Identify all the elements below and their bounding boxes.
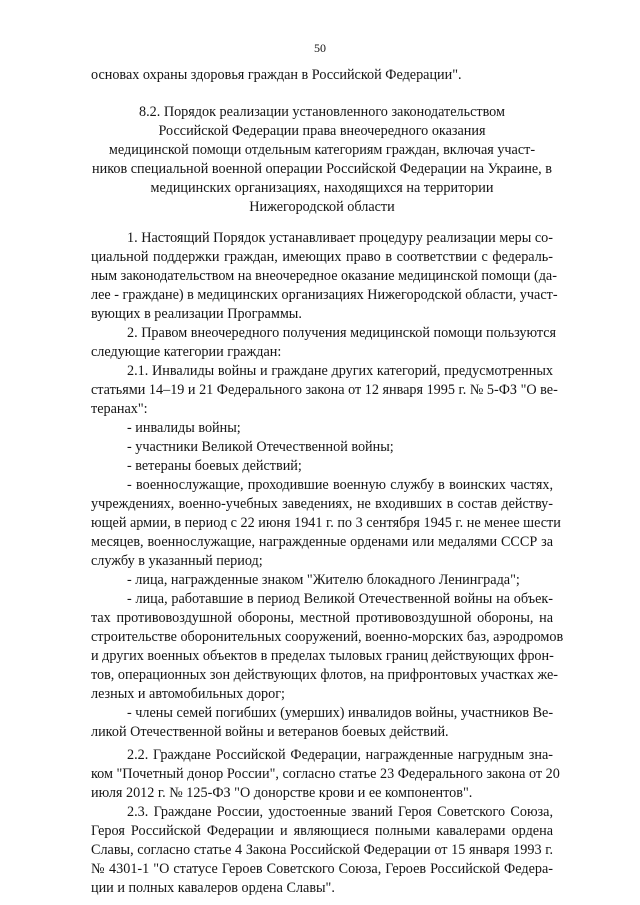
text-line: лезных и автомобильных дорог;	[91, 686, 285, 702]
list-item: - ветераны боевых действий;	[127, 458, 302, 474]
text-line: ликой Отечественной войны и ветеранов боевых действий.	[91, 724, 449, 740]
text-line: вующих в реализации Программы.	[91, 306, 302, 322]
section-heading-line: медицинских организациях, находящихся на территории	[150, 180, 494, 196]
text-line: № 4301-1 "О статусе Героев Советского Союза, Героев Российской Федера-	[91, 861, 553, 877]
text-line: ком "Почетный донор России", согласно статье 23 Федерального закона от 20	[91, 766, 560, 782]
text-line: ным законодательством на внеочередное оказание медицинской помощи (да-	[91, 268, 557, 284]
text-line: основах охраны здоровья граждан в Российской Федерации".	[91, 67, 462, 83]
text-line: тах противовоздушной обороны, местной противовоздушной обороны, на	[91, 610, 553, 626]
page-number: 50	[314, 41, 326, 55]
text-line: 2. Правом внеочередного получения медицинской помощи пользуются	[127, 325, 557, 341]
text-line: следующие категории граждан:	[91, 344, 282, 360]
list-item: - члены семей погибших (умерших) инвалидов войны, участников Ве-	[127, 705, 554, 721]
section-heading-line: медицинской помощи отдельным категориям граждан, включая участ-	[108, 142, 536, 158]
text-line: 1. Настоящий Порядок устанавливает процедуру реализации меры со-	[127, 230, 553, 246]
text-line: циальной поддержки граждан, имеющих право в соответствии с федераль-	[91, 249, 553, 265]
text-line: 2.1. Инвалиды войны и граждане других категорий, предусмотренных	[127, 363, 553, 379]
text-line: 2.3. Граждане России, удостоенные званий Героя Советского Союза,	[127, 804, 553, 820]
text-line: строительстве оборонительных сооружений, военно-морских баз, аэродромов	[91, 629, 564, 645]
section-heading-line: ников специальной военной операции Российской Федерации на Украине, в	[92, 161, 552, 177]
list-item: - военнослужащие, проходившие военную службу в воинских частях,	[127, 477, 553, 493]
text-line: месяцев, военнослужащие, награжденные орденами или медалями СССР за	[91, 534, 553, 550]
section-heading-line: Российской Федерации права внеочередного оказания	[158, 123, 486, 139]
text-line: теранах":	[91, 401, 148, 417]
text-line: службу в указанный период;	[91, 553, 263, 569]
text-line: 2.2. Граждане Российской Федерации, награжденные нагрудным зна-	[127, 747, 553, 763]
text-line: лее - граждане) в медицинских организациях Нижегородской области, участ-	[91, 287, 558, 303]
list-item: - лица, работавшие в период Великой Отечественной войны на объек-	[127, 591, 553, 607]
text-line: ющей армии, в период с 22 июня 1941 г. по 3 сентября 1945 г. не менее шести	[91, 515, 561, 531]
text-line: ции и полных кавалеров ордена Славы".	[91, 880, 335, 896]
text-line: июля 2012 г. № 125-ФЗ "О донорстве крови и ее компонентов".	[91, 785, 473, 801]
list-item: - инвалиды войны;	[127, 420, 241, 436]
text-line: учреждениях, военно-учебных заведениях, не входивших в состав действу-	[91, 496, 553, 512]
text-line: Славы, согласно статье 4 Закона Российской Федерации от 15 января 1993 г.	[91, 842, 553, 858]
section-heading-line: 8.2. Порядок реализации установленного законодательством	[139, 104, 505, 120]
list-item: - лица, награжденные знаком "Жителю блокадного Ленинграда";	[127, 572, 520, 588]
text-line: статьями 14–19 и 21 Федерального закона от 12 января 1995 г. № 5-ФЗ "О ве-	[91, 382, 558, 398]
section-heading-line: Нижегородской области	[249, 199, 395, 215]
text-line: и других военных объектов в пределах тыловых границ действующих фрон-	[91, 648, 554, 664]
list-item: - участники Великой Отечественной войны;	[127, 439, 394, 455]
text-line: Героя Российской Федерации и являющиеся полными кавалерами ордена	[91, 823, 553, 839]
text-line: тов, операционных зон действующих флотов, на прифронтовых участках же-	[91, 667, 559, 683]
